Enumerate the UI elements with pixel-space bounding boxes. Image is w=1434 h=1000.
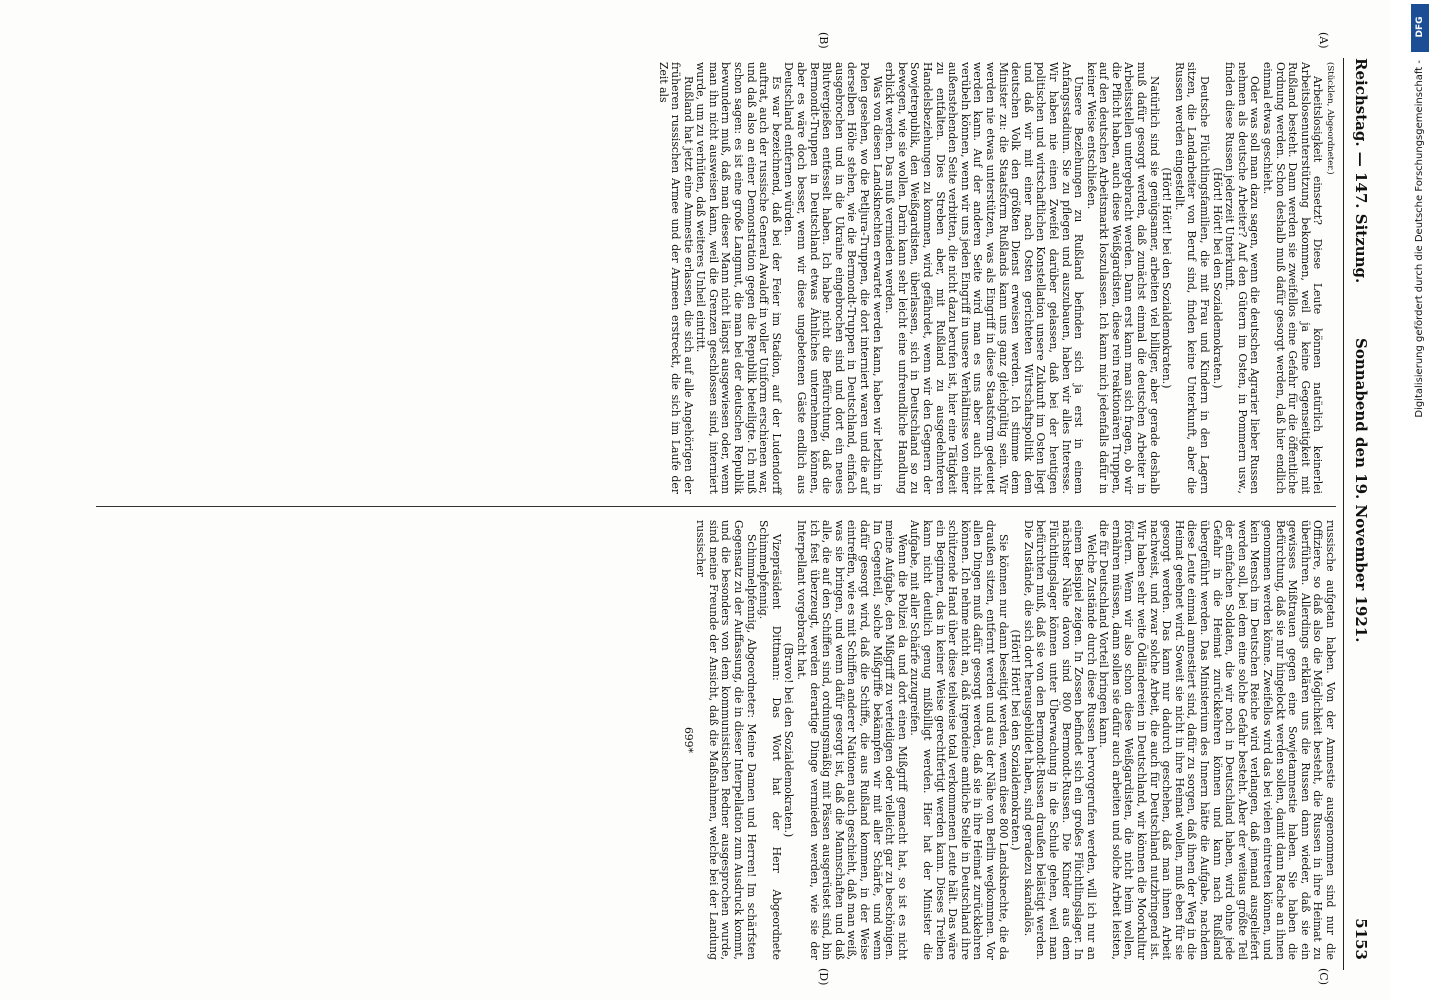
header-date: Sonnabend den 19. November 1921. (1352, 338, 1370, 643)
margin-letter-c: (C) (1317, 968, 1330, 985)
speaker-note: (Stücklen, Abgeordneter.) (1325, 62, 1335, 175)
margin-letter-d: (D) (817, 968, 830, 986)
header-rule (1343, 58, 1344, 970)
column-divider (96, 506, 1336, 507)
dfg-logo-text: DFG (1415, 16, 1425, 38)
header-left: Reichstag. — 147. Sitzung. (1352, 58, 1370, 284)
right-text-column (681, 520, 1336, 960)
paragraph: Rußland hat jetzt eine Amnestie erlassen, die sich auf alle Angehörigen der früheren russischen Armee und der Armeen erstreckt, die sich im Laufe der Zeit als (656, 62, 695, 494)
paragraph: Wenn die Polizei da und dort einen Mißgriff gemacht hat, so ist es nicht meine Aufgabe, den Mißgriff zu verteidigen oder vielleicht gar zu beschönigen. Im Gegenteil, solche Mißgriffe bekämpfen wir mit aller Schärfe, und wenn dafür gesorgt wird, daß die Schiffe, die aus Rußland kommen, in der Weise eintreffen, wie es mit Schiffen anderer Nationen auch geschieht, daß man weiß, was sie bringen, und wenn dafür gesorgt ist, daß die Mannschaften und daß alle, die auf den Schiffen sind, ordnungsmäßig mit Pässen ausgerüstet sind, bin ich fest überzeugt, werden derartige Dinge vermieden werden, wie sie der Interpellant vorgebracht hat. (795, 520, 909, 960)
interjection: (Hört! Hört! bei den Sozialdemokraten.) (1210, 167, 1224, 389)
digitisation-note (1408, 60, 1432, 680)
dfg-logo (1411, 4, 1429, 52)
paragraph: Arbeitslosigkeit einsetzt? Diese Leute können natürlich keinerlei Arbeitslosenunterstützung bekommen, weil ja keine Gegenseitigkeit mit Rußland besteht. Dann werden sie zweifellos eine Gefahr für die öffentliche Ordnung werden. Schon deshalb muß dafür gesorgt werden, daß hier endlich einmal etwas geschieht. (1261, 62, 1325, 494)
paragraph: Sie können nur dann beseitigt werden, wenn diese 800 Landsknechte, die da draußen sitzen, entfernt werden und aus der Nähe von Berlin wegkommen. Vor allen Dingen muß dafür gesorgt werden, daß sie in ihre Heimat zurückkehren können. Ich nehme nicht an, daß irgendeine amtliche Stelle in Deutschland ihre schützende Hand über diese teilweise total verkommenen Leute hält. Das wäre ein Beginnen, das in keiner Weise gerechtfertigt werden kann. Dieses Treiben kann nicht deutlich genug mißbilligt werden. Hier hat der Minister die Aufgabe, mit aller Schärfe zuzugreifen. (908, 520, 1010, 960)
paragraph: Schimmelpfennig, Abgeordneter: Meine Damen und Herren! Im schärfsten Gegensatz zu der Auffassung, die in dieser Interpellation zum Ausdruck kommt, und die besonders von dem kommunistischen Redner ausgesprochen wurde, sind meine Freunde der Ansicht, daß die Maßnahmen, welche bei der Landung russischer (694, 520, 758, 960)
left-text-column (656, 62, 1336, 494)
interjection: (Bravo! bei den Sozialdemokraten.) (782, 642, 796, 838)
signature-mark: 699* (681, 726, 695, 753)
paragraph: Es war bezeichnend, daß bei der Feier im Stadion, auf der Ludendorff auftrat, auch der russische General Awaloff in voller Uniform erschienen war, und daß also an einer Demonstration gegen die Republik beteiligte. Ich muß schon sagen: es ist eine große Langmut, die man bei der deutschen Republik bewundern muß, daß man dieser Mann nicht längst ausgewiesen oder, wenn man ihn nicht ausweisen kann, weil die Grenzen geschlossen sind, interniert wurde, um zu verhüten, daß weiteres Unheil eintritt. (694, 62, 783, 494)
paragraph: russische aufgetan haben. Von der Amnestie ausgenommen sind nur die Offiziere, so daß also die Möglichkeit besteht, die Russen in ihre Heimat zu überführen. Allerdings erklären uns die Russen dann wieder, daß sie ein gewisses Mißtrauen gegen eine Sowjetamnestie haben. Sie haben die Befürchtung, daß sie nur hingelockt werden sollen, damit dann Rache an ihnen genommen werden könne. Zweifellos wird das bei vielen eintreten können, und kein Mensch im Deutschen Reiche wird verlangen, daß jemand ausgeliefert werden soll, bei dem eine solche Gefahr besteht. Aber der weitaus größte Teil der einfachen Soldaten, die wir noch in Deutschland haben, wird ohne jede Gefahr in die Heimat zurückkehren können und kann nach Rußland übergeführt werden. Das Ministerium des Innern hätte die Aufgabe, nachdem diese Leute einmal amnestiert sind, dafür zu sorgen, daß ihnen der Weg in die Heimat geebnet wird. Soweit sie nicht in ihre Heimat wollen, muß eben für sie gesorgt werden. Das kann nur dadurch geschehen, daß man ihnen Arbeit nachweist, und zwar solche Arbeit, die auch für Deutschland nutzbringend ist. Wir haben sehr weite Ödländereien in Deutschland, wir können die Moorkultur fördern. Wenn wir also schon diese Weißgardisten, die nicht heim wollen, ernähren müssen, dann sollen sie dafür auch arbeiten und solche Arbeit leisten, die für Deutschland Vorteil bringen kann. (1097, 520, 1337, 960)
page-header (1346, 58, 1372, 970)
paragraph: Natürlich sind sie genügsamer, arbeiten viel billiger, aber gerade deshalb muß dafür gesorgt werden, daß zunächst einmal die deutschen Arbeiter in Arbeitsstellen untergebracht werden. Dann erst kann man sich fragen, ob wir die Pflicht haben, auch diese Weißgardisten, diese rein reaktionären Truppen, auf den deutschen Arbeitsmarkt loszulassen. Ich kann mich jedenfalls dafür in keiner Weise entschließen. (1084, 62, 1161, 494)
paragraph: Was von diesen Landsknechten erwartet werden kann, haben wir letzthin in Polen gesehen, wo die Petljura-Truppen, die dort interniert waren und die auf derselben Höhe stehen, wie die Bermondt-Truppen in Deutschland, einfach ausgebrochen und in die Ukraine eingebrochen sind und dort ein neues Blutvergießen entfesselt haben. Ich habe nicht die Befürchtung, daß die Bermondt-Truppen in Deutschland etwas Ähnliches unternehmen können, aber es wäre doch besser, wenn wir diese ungebetenen Gäste endlich aus Deutschland entfernen würden. (782, 62, 884, 494)
interjection: (Hört! Hört! bei den Sozialdemokraten.) (1009, 629, 1023, 851)
digitisation-note-text: Digitalisierung gefördert durch die Deutsche Forschungsgemeinschaft - (1414, 60, 1425, 418)
paragraph: Unsere Beziehungen zu Rußland befinden sich ja erst in einem Anfangsstadium. Sie zu pflegen und auszubauen, haben wir alles Interesse. Wir haben nie einen Zweifel darüber gelassen, daß bei der heutigen politischen und wirtschaftlichen Konstellation unsere Zukunft im Osten liegt und daß wir mit einer nach Osten gerichteten Wirtschaftspolitik dem deutschen Volk den größten Dienst erweisen werden. Ich stimme dem Minister zu: die Staatsform Rußlands kann uns ganz gleichgültig sein. Wir werden nie etwas unterstützen, was als Eingriff in diese Staatsform gedeutet werden kann. Auf der anderen Seite wird man es uns aber auch nicht verübeln können, wenn wir uns jeden Eingriff in unsere Verhältnisse von einer außenstehenden Seite verbitten, die nicht dazu berufen ist, hier eine Tätigkeit zu entfalten. Dies Streben aber, mit Rußland zu ausgedehnteren Handelsbeziehungen zu kommen, wird gefährdet, wenn wir den Gegnern der Sowjetrepublik, den Weißgardisten, überlassen, sich in Deutschland so zu bewegen, wie sie wollen. Darin kann sehr leicht eine unfreundliche Handlung erblickt werden. Das muß vermieden werden. (883, 62, 1086, 494)
margin-letter-b: (B) (817, 32, 830, 49)
paragraph: Welche Zustände durch diese Russen hervorgerufen werden, will ich nur an einem Beispiel zeigen. In Zossen befindet sich ein großes Flüchtlingslager. In nächster Nähe davon sind 800 Bermondt-Russen. Die Kinder aus dem Flüchtlingslager können unter Überwachung in die Schule gehen, weil man befürchten muß, daß sie von den Bermondt-Russen draußen belästigt werden. Die Zustände, die sich dort herausgebildet haben, sind geradezu skandalös. (1021, 520, 1098, 960)
paragraph: Oder was soll man dazu sagen, wenn die deutschen Agrarier lieber Russen nehmen als deutsche Arbeiter? Auf den Gütern im Osten, in Pommern usw., finden diese Russen jederzeit Unterkunft. (1223, 62, 1262, 494)
paragraph: Deutsche Flüchtlingsfamilien, die mit Frau und Kindern in den Lagern sitzen, die Landarbeiter von Beruf sind, finden keine Unterkunft, aber die Russen werden eingestellt. (1172, 62, 1212, 494)
page-number: 5153 (1352, 918, 1370, 960)
interjection: (Hört! Hört! bei den Sozialdemokraten.) (1160, 167, 1174, 389)
speaker-line: Vizepräsident Dittmann: Das Wort hat der Herr Abgeordnete Schimmelpfennig. (757, 520, 783, 960)
margin-letter-a: (A) (1317, 32, 1330, 49)
